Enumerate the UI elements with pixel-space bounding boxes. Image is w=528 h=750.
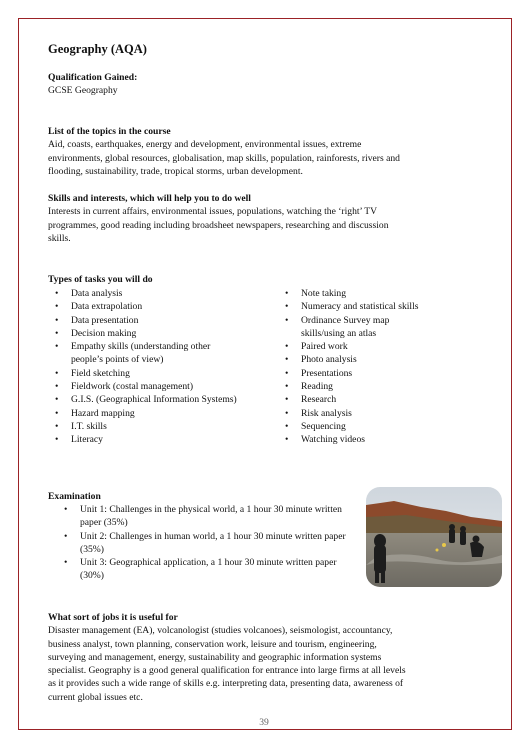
task-item: • Note taking [278, 287, 453, 300]
task-item: • I.T. skills [48, 420, 268, 433]
task-item: • Ordinance Survey map skills/using an atlas [278, 314, 453, 341]
jobs-line: surveying and management, energy, sustainability and geographic information systems [48, 651, 382, 663]
exam-list [48, 503, 353, 583]
task-item: • Data analysis [48, 287, 268, 300]
task-item: • Paired work [278, 340, 453, 353]
topics-line: Aid, coasts, earthquakes, energy and development, environmental issues, extreme [48, 139, 362, 151]
task-item: • Sequencing [278, 420, 453, 433]
task-item: • Data extrapolation [48, 300, 268, 313]
skills-line: Interests in current affairs, environmental issues, populations, watching the ‘right’ TV [48, 206, 378, 218]
task-item: • Numeracy and statistical skills [278, 300, 453, 313]
task-item: • Risk analysis [278, 407, 453, 420]
qualification-section [48, 71, 458, 98]
jobs-line: current global issues etc. [48, 691, 143, 703]
page-number: 39 [259, 717, 269, 728]
task-item: • Literacy [48, 433, 268, 446]
task-item: • Hazard mapping [48, 407, 268, 420]
qualification-heading: Qualification Gained: [48, 72, 138, 83]
skills-heading: Skills and interests, which will help you to do well [48, 193, 251, 204]
jobs-line: as it provides such a wide range of skills e.g. interpreting data, presenting data, awareness of [48, 678, 404, 690]
tasks-left-list [48, 287, 268, 447]
task-item: • Field sketching [48, 367, 268, 380]
task-item: • Data presentation [48, 314, 268, 327]
exam-item: • Unit 3: Geographical application, a 1 hour 30 minute written paper (30%) [48, 556, 353, 583]
task-item: • Empathy skills (understanding other people’s points of view) [48, 340, 268, 367]
topics-line: environments, global resources, globalisation, map skills, population, rainforests, rivers and [48, 152, 400, 164]
jobs-line: Disaster management (EA), volcanologist (studies volcanoes), seismologist, accountancy, [48, 625, 393, 637]
task-item: • Reading [278, 380, 453, 393]
jobs-heading: What sort of jobs it is useful for [48, 612, 178, 623]
skills-line: skills. [48, 232, 71, 244]
exam-heading: Examination [48, 491, 101, 502]
jobs-section [48, 611, 468, 704]
qualification-value: GCSE Geography [48, 85, 118, 97]
task-item: • Research [278, 393, 453, 406]
task-item: • G.I.S. (Geographical Information Systems) [48, 393, 268, 406]
exam-item: • Unit 2: Challenges in human world, a 1 hour 30 minute written paper (35%) [48, 530, 353, 557]
topics-line: flooding, sustainability, trade, tropical storms, urban development. [48, 165, 303, 177]
tasks-heading: Types of tasks you will do [48, 274, 153, 285]
skills-line: programmes, good reading including broadsheet newspapers, researching and discussion [48, 219, 389, 231]
topics-heading: List of the topics in the course [48, 126, 171, 137]
task-item: • Presentations [278, 367, 453, 380]
tasks-heading-wrap [48, 273, 458, 286]
task-item: • Decision making [48, 327, 268, 340]
task-item: • Watching videos [278, 433, 453, 446]
tasks-right-list [278, 287, 453, 447]
skills-section [48, 192, 458, 245]
task-item: • Fieldwork (costal management) [48, 380, 268, 393]
jobs-line: specialist. Geography is a good general qualification for entrance into large firms at all levels [48, 665, 406, 677]
page-title: Geography (AQA) [48, 42, 147, 56]
topics-section [48, 125, 458, 178]
task-item: • Photo analysis [278, 353, 453, 366]
exam-item: • Unit 1: Challenges in the physical world, a 1 hour 30 minute written paper (35%) [48, 503, 353, 530]
fieldwork-photo [366, 487, 502, 587]
jobs-line: business analyst, town planning, conservation work, leisure and tourism, engineering, [48, 638, 377, 650]
